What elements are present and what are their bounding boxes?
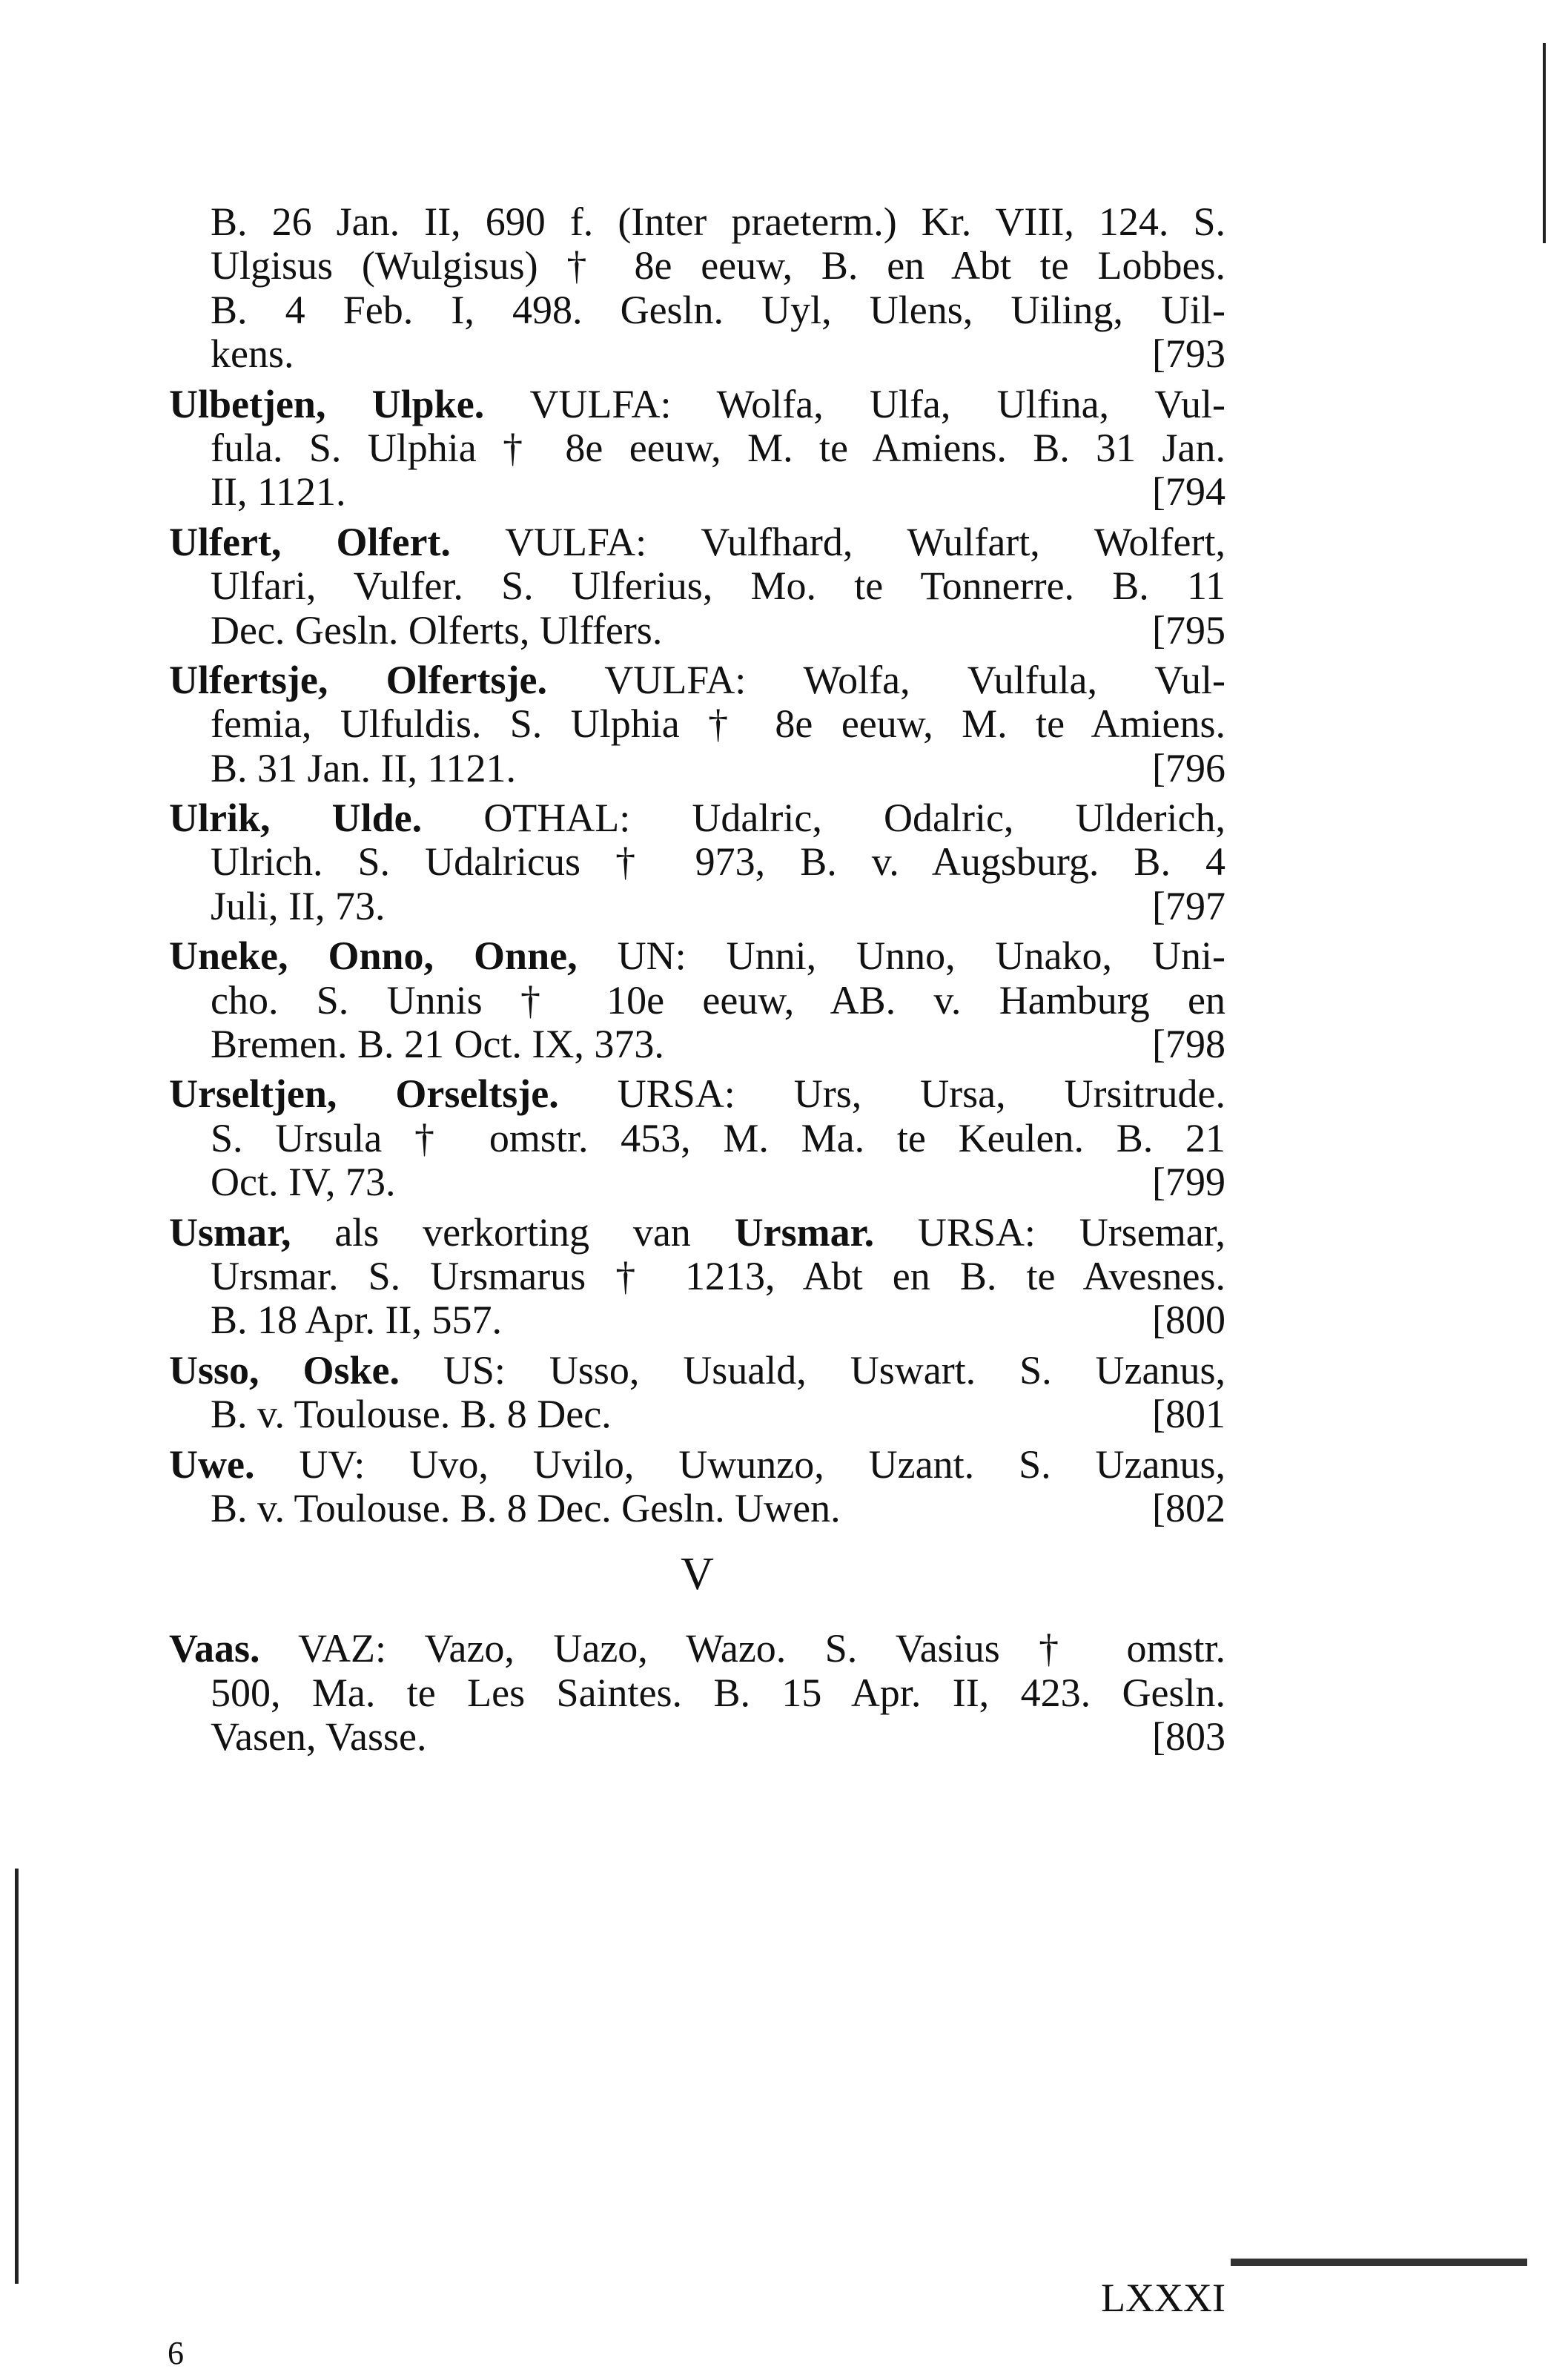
text-segment: VULFA: Wolfa, Ulfa, Ulfina, Vul- [529,381,1226,426]
text-line [169,1349,1225,1393]
text-line: femia, Ulfuldis. S. Ulphia † 8e eeuw, M. te Amiens. [211,701,1225,747]
text-line [169,609,1225,653]
entry-number: [795 [1152,607,1225,653]
text-line [169,1211,1225,1255]
entry-800 [169,1211,1225,1343]
text-segment: Bremen. B. 21 Oct. IX, 373. [211,1022,664,1067]
entry-number: [796 [1152,745,1225,790]
text-segment: Vasen, Vasse. [211,1714,427,1760]
text-line: 500, Ma. te Les Saintes. B. 15 Apr. II, 423. Gesln. [211,1670,1225,1715]
text-line [169,658,1225,702]
text-line: B. 26 Jan. II, 690 f. (Inter praeterm.) Kr. VIII, 124. S. [211,199,1225,244]
entry-797 [169,796,1225,928]
entry-795 [169,521,1225,653]
text-segment: B. 18 Apr. II, 557. [211,1298,503,1343]
entry-802 [169,1443,1225,1531]
entry-799 [169,1072,1225,1204]
text-line: fula. S. Ulphia † 8e eeuw, M. te Amiens. B. 31 Jan. [211,425,1225,470]
text-line [169,885,1225,928]
entry-continuation [169,200,1225,377]
section-letter: V [681,1549,714,1600]
text-line: Ulgisus (Wulgisus) † 8e eeuw, B. en Abt te Lobbes. [211,243,1225,288]
text-line: S. Ursula † omstr. 453, M. Ma. te Keulen. B. 21 [211,1115,1225,1160]
headword: Vaas. [169,1626,260,1671]
entry-number: [799 [1152,1160,1225,1205]
text-line [169,383,1225,426]
signature-mark: 6 [168,2335,184,2371]
headword: Ulfert, Olfert. [169,519,451,564]
headword: Ursmar. [734,1209,875,1255]
text-segment: kens. [211,331,294,377]
text-segment: URSA: Ursemar, [917,1209,1225,1255]
text-segment: als verkorting van [334,1209,691,1255]
text-line [169,1023,1225,1066]
headword: Usmar, [169,1209,291,1255]
text-segment: Juli, II, 73. [211,883,386,928]
entry-number: [801 [1152,1392,1225,1437]
roman-page-number: LXXXI [1101,2276,1225,2320]
text-line [169,1160,1225,1204]
text-segment: Oct. IV, 73. [211,1160,396,1205]
entry-number: [797 [1152,883,1225,928]
text-line [169,1393,1225,1436]
text-line [169,332,1225,376]
entry-number: [798 [1152,1022,1225,1067]
text-line [169,1627,1225,1671]
margin-rule-right [1543,43,1546,243]
text-line [169,1072,1225,1116]
text-line [169,1715,1225,1759]
headword: Uwe. [169,1441,255,1487]
text-line: B. 4 Feb. I, 498. Gesln. Uyl, Ulens, Uiling, Uil- [211,287,1225,332]
text-segment: VULFA: Vulfhard, Wulfart, Wolfert, [505,519,1225,564]
text-line [169,796,1225,840]
text-line [169,521,1225,564]
text-line: Ulfari, Vulfer. S. Ulferius, Mo. te Tonnerre. B. 11 [211,564,1225,609]
headword: Usso, Oske. [169,1347,400,1393]
text-line [169,1298,1225,1342]
text-line: cho. S. Unnis † 10e eeuw, AB. v. Hamburg en [211,977,1225,1023]
entry-number: [802 [1152,1485,1225,1530]
entry-798 [169,934,1225,1066]
headword: Urseltjen, Orseltsje. [169,1071,559,1117]
entry-number: [794 [1152,469,1225,515]
entry-number: [800 [1152,1298,1225,1343]
entry-number: [803 [1152,1714,1225,1760]
headword: Ulrik, Ulde. [169,796,423,841]
text-segment: UN: Unni, Unno, Unako, Uni- [617,934,1225,979]
text-line: Ulrich. S. Udalricus † 973, B. v. Augsburg. B. 4 [211,839,1225,885]
page-text [169,200,1225,1765]
headword: Ulfertsje, Olfertsje. [169,657,547,702]
text-line: Ursmar. S. Ursmarus † 1213, Abt en B. te Avesnes. [211,1253,1225,1298]
entry-794 [169,383,1225,515]
margin-rule-bottom [1231,2259,1527,2266]
text-line [169,1487,1225,1530]
text-line [169,747,1225,790]
text-segment: OTHAL: Udalric, Odalric, Ulderich, [483,796,1225,841]
text-segment: II, 1121. [211,469,346,515]
text-line [169,470,1225,514]
text-segment: VULFA: Wolfa, Vulfula, Vul- [604,657,1225,702]
text-segment: Dec. Gesln. Olferts, Ulffers. [211,607,663,653]
margin-rule-left [15,1869,19,2284]
text-segment: B. v. Toulouse. B. 8 Dec. Gesln. Uwen. [211,1485,841,1530]
entry-number: [793 [1152,331,1225,377]
text-segment: US: Usso, Usuald, Uswart. S. Uzanus, [443,1347,1226,1393]
text-segment: B. 31 Jan. II, 1121. [211,745,516,790]
text-segment: URSA: Urs, Ursa, Ursitrude. [617,1071,1226,1117]
text-line [169,1443,1225,1487]
headword: Uneke, Onno, Onne, [169,934,578,979]
entry-801 [169,1349,1225,1437]
text-segment: VAZ: Vazo, Uazo, Wazo. S. Vasius † omstr. [298,1626,1225,1671]
headword: Ulbetjen, Ulpke. [169,381,485,426]
entry-803 [169,1627,1225,1759]
text-line [169,934,1225,978]
text-segment: UV: Uvo, Uvilo, Uwunzo, Uzant. S. Uzanus, [299,1441,1225,1487]
entry-796 [169,658,1225,790]
text-segment: B. v. Toulouse. B. 8 Dec. [211,1392,612,1437]
